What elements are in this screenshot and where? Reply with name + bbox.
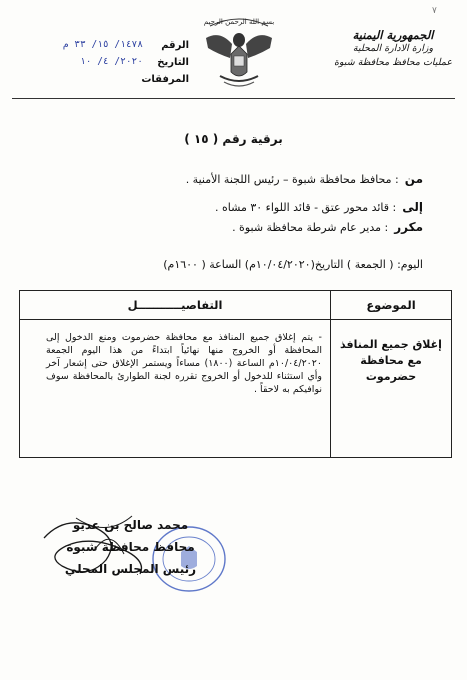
ref-date-label: التاريخ bbox=[157, 57, 189, 68]
signatory-role: رئيس المجلس المحلي bbox=[64, 562, 197, 576]
telegram-title: برقية رقم ( ١٥ ) bbox=[184, 132, 283, 146]
ref-number-value: ١٤٧٨/ ١٥/ ٣٣ م bbox=[62, 39, 143, 50]
emblem-basmala: بسم الله الرحمن الرحيم bbox=[203, 18, 275, 26]
ref-date-value: ٢٠٢٠/ ٤/ ١٠ bbox=[80, 56, 143, 67]
cc-label: مكرر bbox=[394, 220, 423, 234]
to-label: إلى bbox=[402, 200, 423, 214]
ref-number-label: الرقم bbox=[161, 40, 189, 51]
ref-date-row bbox=[14, 57, 189, 74]
subject-column-header: الموضوع bbox=[366, 298, 416, 312]
header-divider bbox=[12, 98, 455, 99]
reference-fields bbox=[14, 40, 189, 91]
ref-attachments-row bbox=[14, 74, 189, 91]
subject-details-table bbox=[19, 290, 452, 458]
signature-block bbox=[38, 514, 223, 580]
subject-cell: إغلاق جميع المنافذ مع محافظة حضرموت bbox=[340, 338, 442, 383]
from-text: : محافظ محافظة شبوة – رئيس اللجنة الأمنية . bbox=[185, 173, 399, 186]
page-mark: ٧ bbox=[432, 6, 437, 16]
to-line bbox=[215, 200, 423, 214]
cc-line bbox=[232, 220, 423, 234]
ref-number-row bbox=[14, 40, 189, 57]
signatory-name: محمد صالح بن عديو bbox=[72, 518, 189, 532]
details-column-header: التفاصيـــــــــــل bbox=[127, 298, 223, 312]
header-ministry: وزارة الادارة المحلية bbox=[352, 43, 434, 54]
from-label: من bbox=[404, 172, 423, 186]
signatory-title: محافظ محافظة شبوة bbox=[66, 540, 195, 554]
day-date-time-line: اليوم: ( الجمعة ) التاريخ(١٠/٠٤/٢٠٢٠م) الساعة ( ١٦٠٠م) bbox=[163, 258, 423, 271]
to-text: : قائد محور عتق - قائد اللواء ٣٠ مشاه . bbox=[215, 201, 397, 214]
republic-eagle-emblem-icon bbox=[200, 10, 278, 92]
cc-text: : مدير عام شرطة محافظة شبوة . bbox=[232, 221, 389, 234]
header-ministry-block bbox=[333, 28, 453, 70]
header-republic: الجمهورية اليمنية bbox=[352, 28, 434, 42]
table-header-divider bbox=[20, 319, 451, 320]
from-line bbox=[186, 172, 423, 186]
details-cell: - يتم إغلاق جميع المنافذ مع محافظة حضرموت ومنع الدخول إلى المحافظة أو الخروج منها نهائياً ابتداءً من هذا اليوم الجمعة ١٠/٠٤/٢٠٢٠م الساعة (١٨٠٠) مساءاً ويستمر الإغلاق حتى إشعار آخر وأي استثناء للدخول أو الخروج تقرره لجنة الطوارئ بالمحافظة سوف نوافيكم به لاحقاً . bbox=[46, 332, 322, 395]
header-operations: عمليات محافظ محافظة شبوة bbox=[334, 57, 452, 68]
ref-attachments-label: المرفقات bbox=[141, 74, 189, 85]
